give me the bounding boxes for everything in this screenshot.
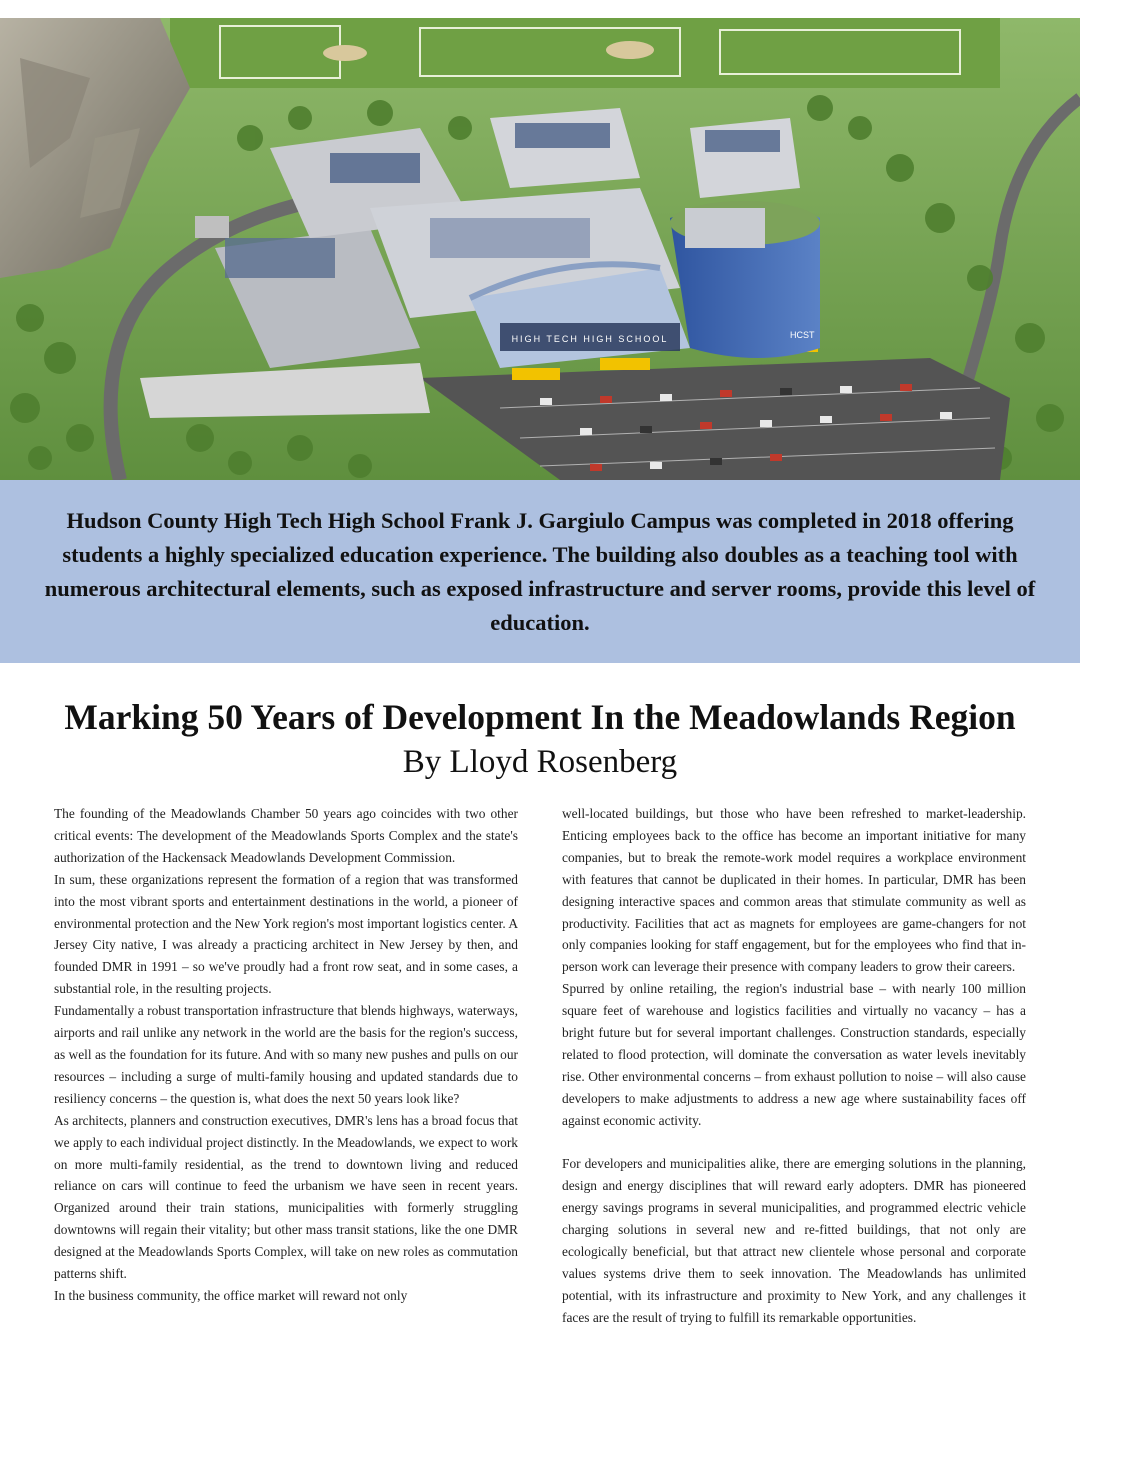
paragraph: well-located buildings, but those who have been refreshed to market-leadership. Enticing employees back to the office has become an important initiative for many companies, but to break the remote-work model requires a workplace environment with features that cannot be duplicated in their homes. In particular, DMR has been designing interactive spaces and common areas that stimulate community as well as productivity. Facilities that act as magnets for employees are game-changers for not only companies looking for staff engagement, but for the employees who find that in-person work can leverage their presence with company leaders to grow their careers. [562, 806, 1026, 975]
photo-caption: Hudson County High Tech High School Frank J. Gargiulo Campus was completed in 2018 offering students a highly specialized education experience. The building also doubles as a teaching tool with numerous architectural elements, such as exposed infrastructure and server rooms, provide this level of education. [44, 507, 1036, 635]
paragraph: The founding of the Meadowlands Chamber 50 years ago coincides with two other critical events: The development of the Meadowlands Sports Complex and the state's authorization of the Hackensack Meadowlands Development Commission. [54, 806, 518, 865]
paragraph: In sum, these organizations represent the formation of a region that was transformed into the most vibrant sports and entertainment destinations in the world, a pioneer of environmental protection and the New York region's most important logistics center. A Jersey City native, I was already a practicing architect in New Jersey by then, and founded DMR in 1991 – so we've proudly had a front row seat, and in some cases, a substantial role, in the resulting projects. [54, 871, 518, 997]
paragraph: In the business community, the office market will reward not only [54, 1287, 408, 1303]
paragraph: Fundamentally a robust transportation infrastructure that blends highways, waterways, airports and rail unlike any network in the world are the basis for the region's success, as well as the foundation for its future. And with so many new pushes and pulls on our resources – including a surge of multi-family housing and updated standards due to resiliency concerns – the question is, what does the next 50 years look like? [54, 1003, 518, 1106]
article-column-left [54, 803, 518, 1307]
article-column-right [562, 803, 1026, 1329]
paragraph: As architects, planners and construction executives, DMR's lens has a broad focus that we apply to each individual project distinctly. In the Meadowlands, we expect to work on more multi-family residential, as the trend to downtown living and reduced reliance on cars will continue to feed the urbanism we have seen in recent years. Organized around their train stations, municipalities with formerly struggling downtowns will regain their vitality; but other mass transit stations, like the one DMR designed at the Meadowlands Sports Complex, will take on new roles as commutation patterns shift. [54, 1112, 518, 1282]
article-byline: By Lloyd Rosenberg [402, 744, 678, 780]
article-title: Marking 50 Years of Development In the Meadowlands Region [64, 697, 1016, 737]
tower-lettering: HCST [790, 330, 815, 340]
caption-band [0, 480, 1080, 663]
campus-rendering [0, 18, 1080, 480]
paragraph: For developers and municipalities alike, there are emerging solutions in the planning, design and energy disciplines that will reward early adopters. DMR has pioneered energy savings programs in several municipalities, and programmed electric vehicle charging solutions in several new and re-fitted buildings, that not only are ecologically beneficial, but that attract new clientele whose personal and corporate values systems drive them to seek innovation. The Meadowlands has unlimited potential, with its infrastructure and proximity to New York, and any challenges it faces are the result of trying to fulfill its remarkable opportunities. [562, 1156, 1026, 1325]
campus-aerial-illustration [0, 18, 1080, 480]
paragraph: Spurred by online retailing, the region's industrial base – with nearly 100 million square feet of warehouse and logistics facilities and virtually no vacancy – has a bright future but for several important challenges. Construction standards, especially related to flood protection, will dominate the conversation as water levels inevitably rise. Other environmental concerns – from exhaust pollution to noise – will also cause developers to make adjustments to address a new age where sustainability faces off against economic activity. [562, 981, 1026, 1128]
school-sign: HIGH TECH HIGH SCHOOL [511, 334, 669, 344]
